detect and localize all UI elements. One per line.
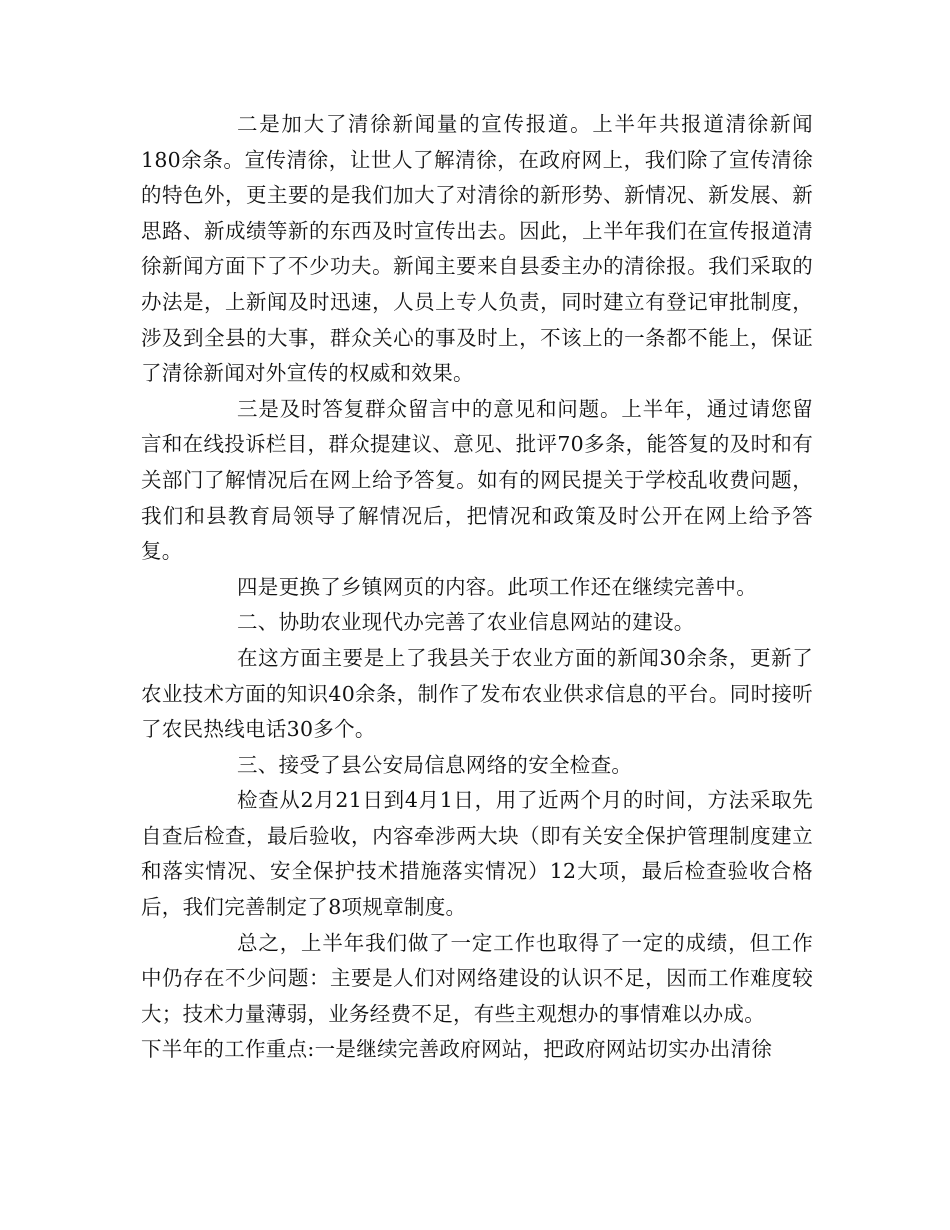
paragraph-township-pages: 四是更换了乡镇网页的内容。此项工作还在继续完善中。 [237,574,757,599]
heading-security-inspection: 三、接受了县公安局信息网络的安全检查。 [237,752,633,777]
document-page [141,107,813,1068]
paragraph-inspection-details: 检查从2月21日到4月1日，用了近两个月的时间，方法采取先自查后检查，最后验收，内容牵涉两大块（即有关安全保护管理制度建立和落实情况、安全保护技术措施落实情况）12大项，最后检查验收合格后，我们完善制定了8项规章制度。 [141,788,813,920]
paragraph-next-half-plan: 下半年的工作重点:一是继续完善政府网站，把政府网站切实办出清徐 [141,1037,773,1062]
heading-agriculture-website: 二、协助农业现代办完善了农业信息网站的建设。 [237,610,695,635]
paragraph-summary: 总之，上半年我们做了一定工作也取得了一定的成绩，但工作中仍存在不少问题：主要是人们对网络建设的认识不足，因而工作难度较大；技术力量薄弱，业务经费不足，有些主观想办的事情难以办成。 [141,930,813,1026]
paragraph-news-reporting: 二是加大了清徐新闻量的宣传报道。上半年共报道清徐新闻180余条。宣传清徐，让世人了解清徐，在政府网上，我们除了宣传清徐的特色外，更主要的是我们加大了对清徐的新形势、新情况、新发展、新思路、新成绩等新的东西及时宣传出去。因此，上半年我们在宣传报道清徐新闻方面下了不少功夫。新闻主要来自县委主办的清徐报。我们采取的办法是，上新闻及时迅速，人员上专人负责，同时建立有登记审批制度，涉及到全县的大事，群众关心的事及时上，不该上的一条都不能上，保证了清徐新闻对外宣传的权威和效果。 [141,112,813,386]
paragraph-agriculture-news: 在这方面主要是上了我县关于农业方面的新闻30余条，更新了农业技术方面的知识40余条，制作了发布农业供求信息的平台。同时接听了农民热线电话30多个。 [141,645,813,742]
paragraph-public-messages: 三是及时答复群众留言中的意见和问题。上半年，通过请您留言和在线投诉栏目，群众提建议、意见、批评70多条，能答复的及时和有关部门了解情况后在网上给予答复。如有的网民提关于学校乱收费问题，我们和县教育局领导了解情况后，把情况和政策及时公开在网上给予答复。 [141,396,813,564]
